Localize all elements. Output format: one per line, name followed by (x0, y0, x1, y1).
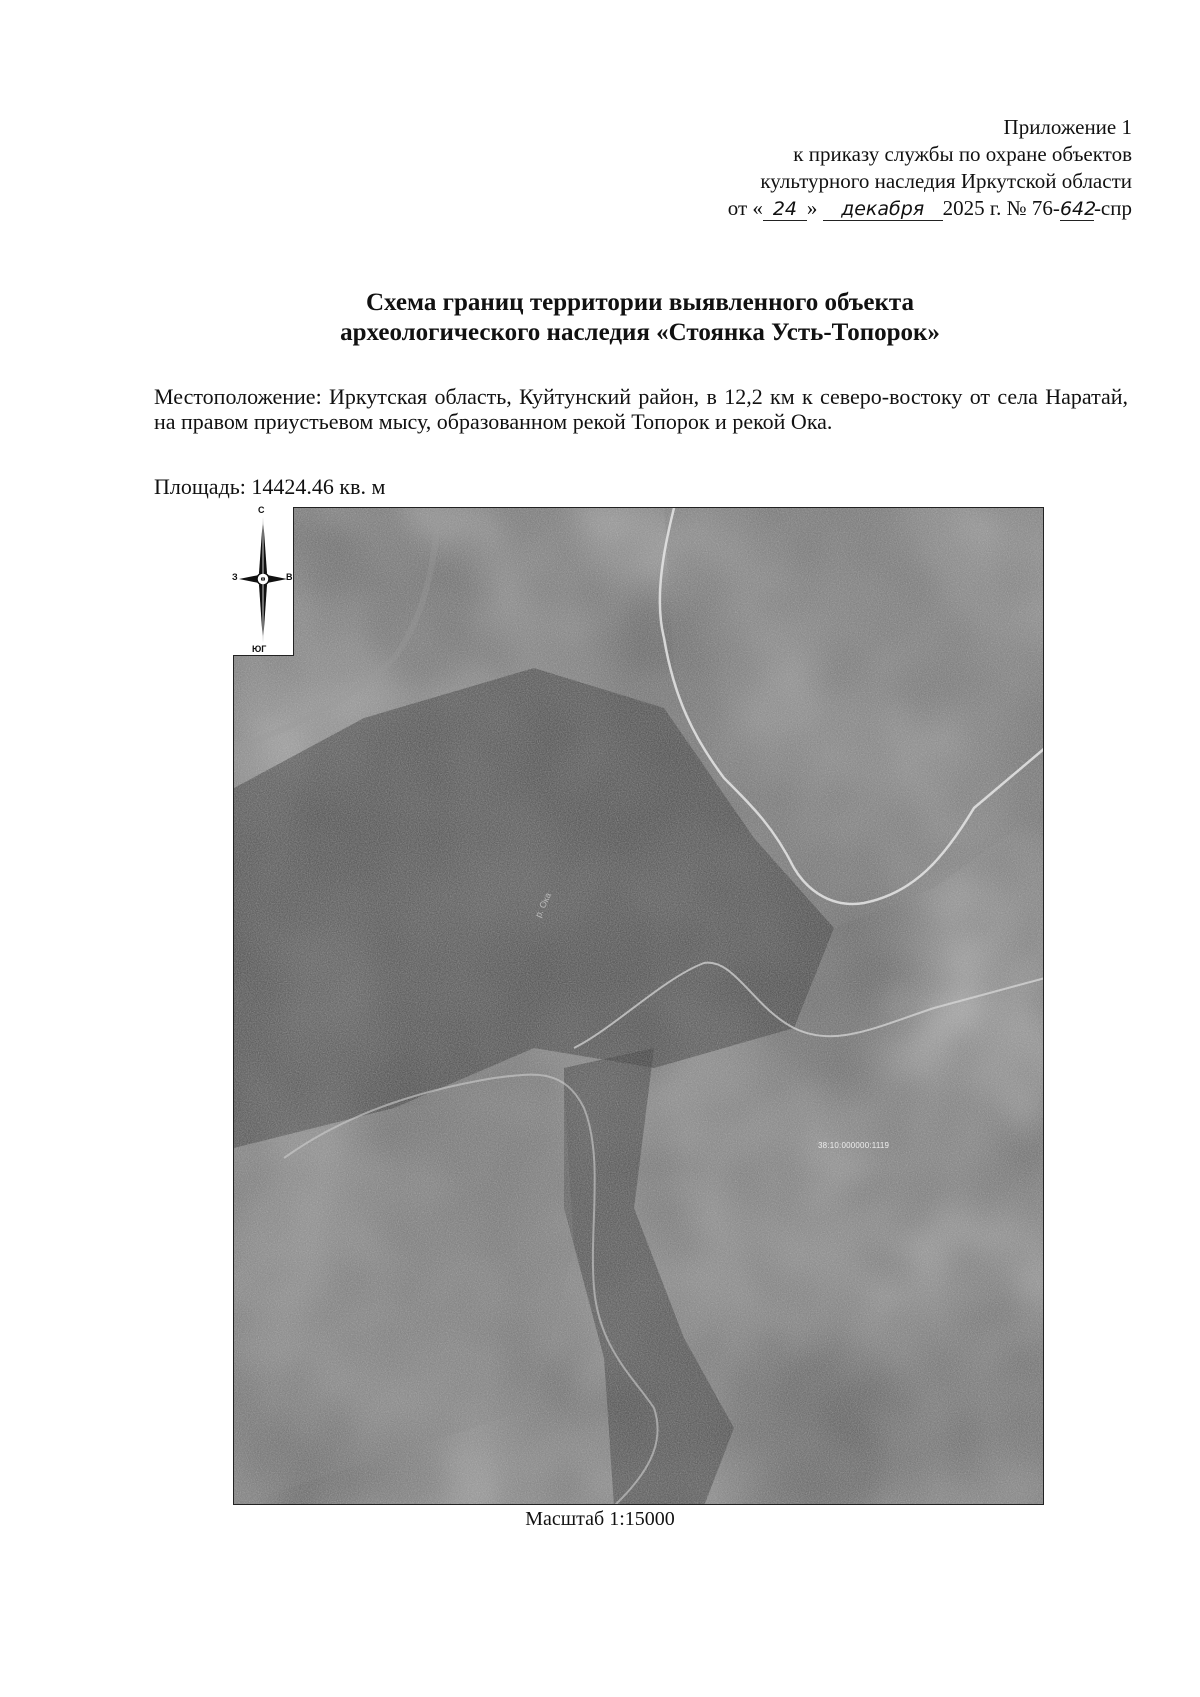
order-suffix: -спр (1093, 196, 1132, 220)
document-title (150, 288, 1130, 348)
location-text: Иркутская область, Куйтунский район, в 12,2 км к северо-востоку от села Наратай, на правом приустьевом мысу, образованном рекой Топорок и рекой Ока. (154, 384, 1128, 434)
appendix-line-3: культурного наследия Иркутской области (760, 169, 1132, 193)
compass-south: ЮГ (252, 644, 267, 654)
compass-rose (233, 507, 294, 656)
location-paragraph (154, 384, 1128, 434)
area-value: 14424.46 кв. м (251, 474, 386, 499)
area-label: Площадь: (154, 474, 246, 499)
order-month: декабря (823, 198, 943, 221)
order-year: 2025 г. № 76- (942, 196, 1060, 220)
compass-west: З (232, 572, 238, 582)
cadastral-number-label: 38:10:000000:1119 (818, 1141, 890, 1150)
order-line (728, 195, 1132, 222)
order-prefix: от « (727, 196, 763, 220)
appendix-line-1: Приложение 1 (1003, 115, 1132, 139)
title-line-1: Схема границ территории выявленного объекта (365, 289, 915, 316)
map-scale: Масштаб 1:15000 (525, 1508, 675, 1530)
satellite-map (233, 507, 1044, 1505)
area-line (154, 474, 385, 499)
appendix-line-2: к приказу службы по охране объектов (793, 142, 1132, 166)
compass-north: С (258, 505, 265, 515)
river-label: р. Ока (533, 891, 554, 919)
order-number: 642 (1059, 198, 1097, 220)
compass-icon (233, 507, 293, 655)
map-image (234, 508, 1044, 1505)
order-day: 24 (763, 198, 807, 221)
appendix-header (728, 114, 1132, 222)
compass-east: В (286, 572, 293, 582)
location-label: Местоположение: (154, 384, 322, 409)
order-mid: » (806, 196, 818, 220)
title-line-2: археологического наследия «Стоянка Усть-Топорок» (340, 319, 940, 346)
